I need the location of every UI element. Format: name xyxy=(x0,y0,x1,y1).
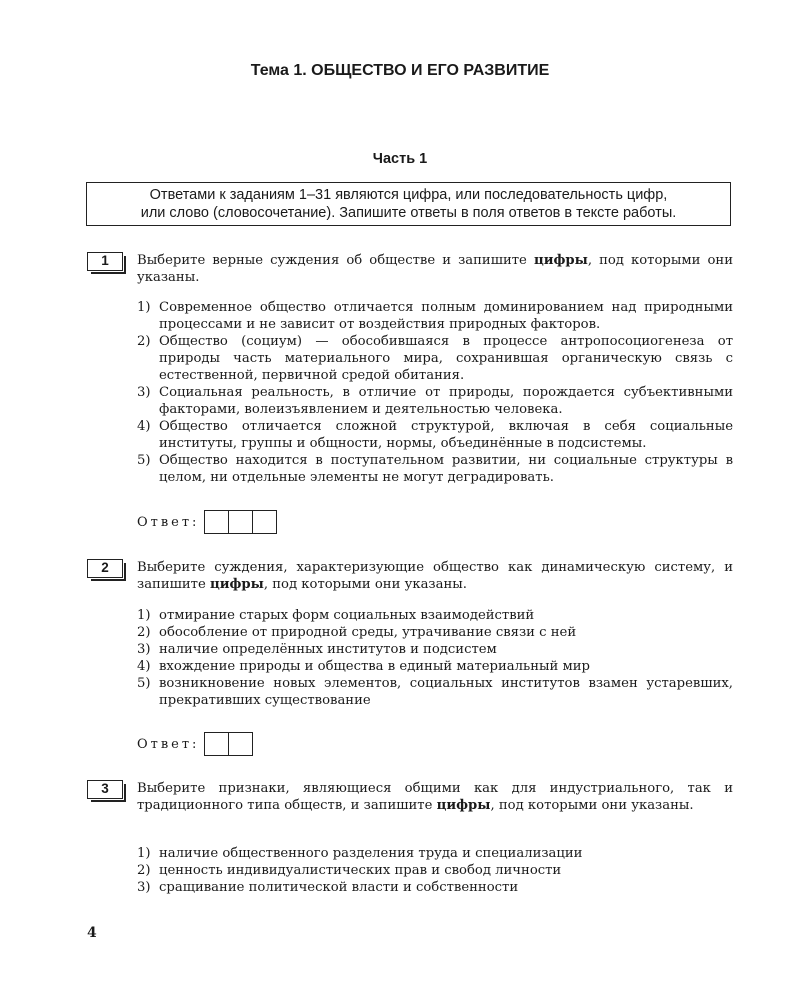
answer-cell[interactable] xyxy=(204,732,229,756)
answer-cell[interactable] xyxy=(252,510,277,534)
topic-title: Тема 1. ОБЩЕСТВО И ЕГО РАЗВИТИЕ xyxy=(250,62,550,79)
part-title: Часть 1 xyxy=(372,151,428,167)
list-item: 5) возникновение новых элементов, социальных институтов взамен устаревших, прекративших существование xyxy=(137,676,733,708)
task-2-answer xyxy=(137,731,253,757)
instruction-line-2: или слово (словосочетание). Запишите ответы в поля ответов в тексте работы. xyxy=(140,205,677,221)
answer-cell[interactable] xyxy=(228,732,253,756)
list-item: 3) сращивание политической власти и собственности xyxy=(137,880,519,895)
task-1-answer xyxy=(137,509,277,535)
task-3-options xyxy=(137,845,733,896)
list-item: 3) наличие определённых институтов и подсистем xyxy=(137,642,497,657)
list-item: 2) обособление от природной среды, утрачивание связи с ней xyxy=(137,625,577,640)
list-item: 3) Социальная реальность, в отличие от природы, порождается субъективными факторами, волеизъявлением и деятельностью человека. xyxy=(137,385,733,417)
list-item: 1) Современное общество отличается полным доминированием над природными процессами и не зависит от воздействия природных факторов. xyxy=(137,300,733,332)
list-item: 1) отмирание старых форм социальных взаимодействий xyxy=(137,608,535,623)
answer-label: Ответ: xyxy=(137,514,200,530)
task-1-options xyxy=(137,299,733,486)
instruction-line-1: Ответами к заданиям 1–31 являются цифра, или последовательность цифр, xyxy=(149,187,668,203)
task-2-stem: Выберите суждения, характеризующие общество как динамическую систему, и запишите цифры, под которыми они указаны. xyxy=(137,560,733,592)
task-number-2: 2 xyxy=(87,559,123,578)
list-item: 4) вхождение природы и общества в единый материальный мир xyxy=(137,659,590,674)
page-number: 4 xyxy=(87,925,97,941)
answer-label: Ответ: xyxy=(137,736,200,752)
task-number-3: 3 xyxy=(87,780,123,799)
instruction-box xyxy=(86,182,731,226)
task-3-stem: Выберите признаки, являющиеся общими как для индустриального, так и традиционного типа обществ, и запишите цифры, под которыми они указаны. xyxy=(137,781,733,813)
list-item: 1) наличие общественного разделения труда и специализации xyxy=(137,846,583,861)
list-item: 4) Общество отличается сложной структурой, включая в себя социальные институты, группы и общности, нормы, объединённые в подсистемы. xyxy=(137,419,733,451)
list-item: 2) ценность индивидуалистических прав и свобод личности xyxy=(137,863,562,878)
list-item: 2) Общество (социум) — обособившаяся в процессе антропосоциогенеза от природы часть материального мира, сохранившая органическую связь с естественной, первичной средой обитания. xyxy=(137,334,733,383)
task-2-options xyxy=(137,607,733,709)
task-1-stem: Выберите верные суждения об обществе и запишите цифры, под которыми они указаны. xyxy=(137,253,733,285)
task-number-1: 1 xyxy=(87,252,123,271)
list-item: 5) Общество находится в поступательном развитии, ни социальные структуры в целом, ни отдельные элементы не могут деградировать. xyxy=(137,453,733,485)
answer-cell[interactable] xyxy=(228,510,253,534)
answer-cell[interactable] xyxy=(204,510,229,534)
